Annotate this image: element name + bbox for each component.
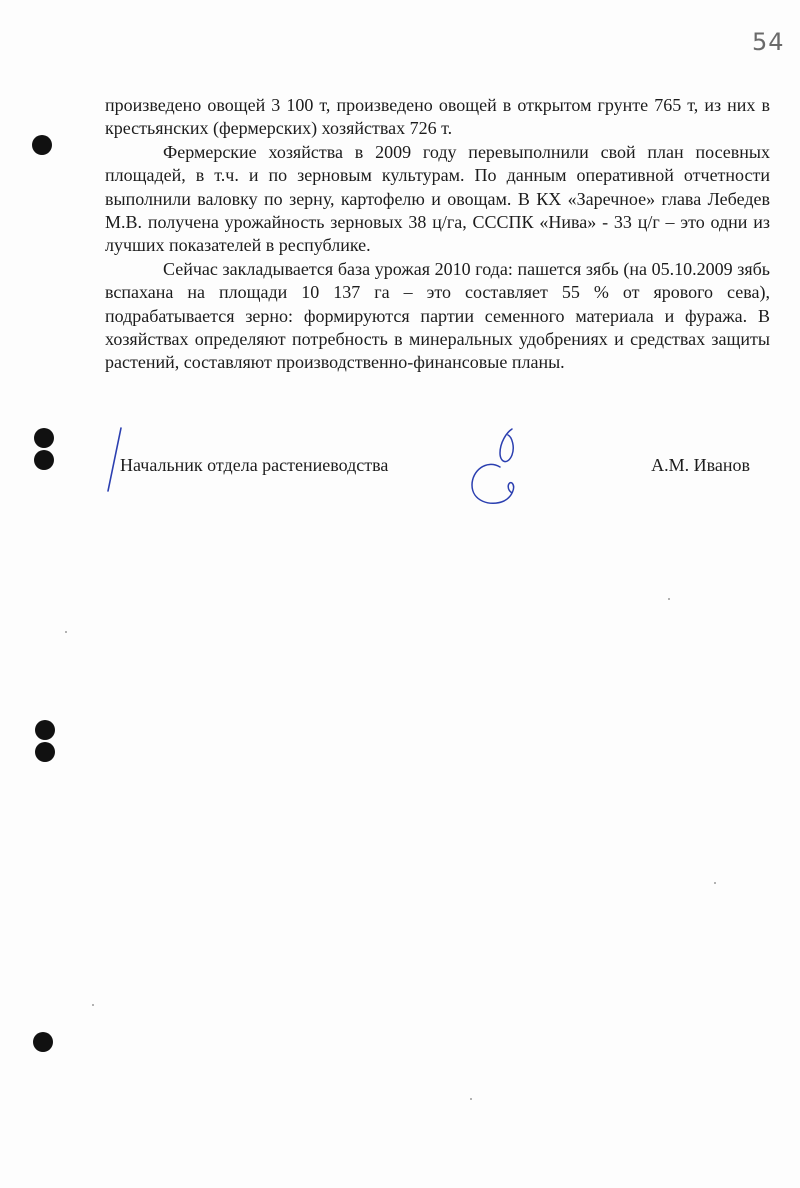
scan-speck [65, 631, 67, 633]
punch-hole [34, 428, 54, 448]
signer-name: А.М. Иванов [651, 455, 750, 475]
scan-speck [470, 1098, 472, 1100]
handwritten-page-number: 54 [752, 28, 785, 56]
scan-speck [714, 882, 716, 884]
scan-speck [668, 598, 670, 600]
signature-block [105, 425, 770, 515]
position-title: Начальник отдела растениеводства [120, 455, 389, 475]
scan-speck [92, 1004, 94, 1006]
punch-hole [33, 1032, 53, 1052]
punch-hole [35, 720, 55, 740]
paragraph: Сейчас закладывается база урожая 2010 года: пашется зябь (на 05.10.2009 зябь вспахана на площади 10 137 га – это составляет 55 % от ярового сева), подрабатывается зерно: формируются партии семенного материала и фуража. В хозяйствах определяют потребность в минеральных удобрениях и средствах защиты растений, составляют производственно-финансовые планы. [105, 258, 770, 373]
handwritten-signature [460, 425, 540, 515]
punch-hole [34, 450, 54, 470]
paragraph: Фермерские хозяйства в 2009 году перевыполнили свой план посевных площадей, в т.ч. и по зерновым культурам. По данным оперативной отчетности выполнили валовку по зерну, картофелю и овощам. В КХ «Заречное» глава Лебедев М.В. получена урожайность зерновых 38 ц/га, СССПК «Нива» - 33 ц/г – это одни из лучших показателей в республике. [105, 141, 770, 256]
document-body [105, 94, 770, 375]
punch-hole [32, 135, 52, 155]
punch-hole [35, 742, 55, 762]
paragraph: произведено овощей 3 100 т, произведено овощей в открытом грунте 765 т, из них в крестьянских (фермерских) хозяйствах 726 т. [105, 95, 770, 139]
